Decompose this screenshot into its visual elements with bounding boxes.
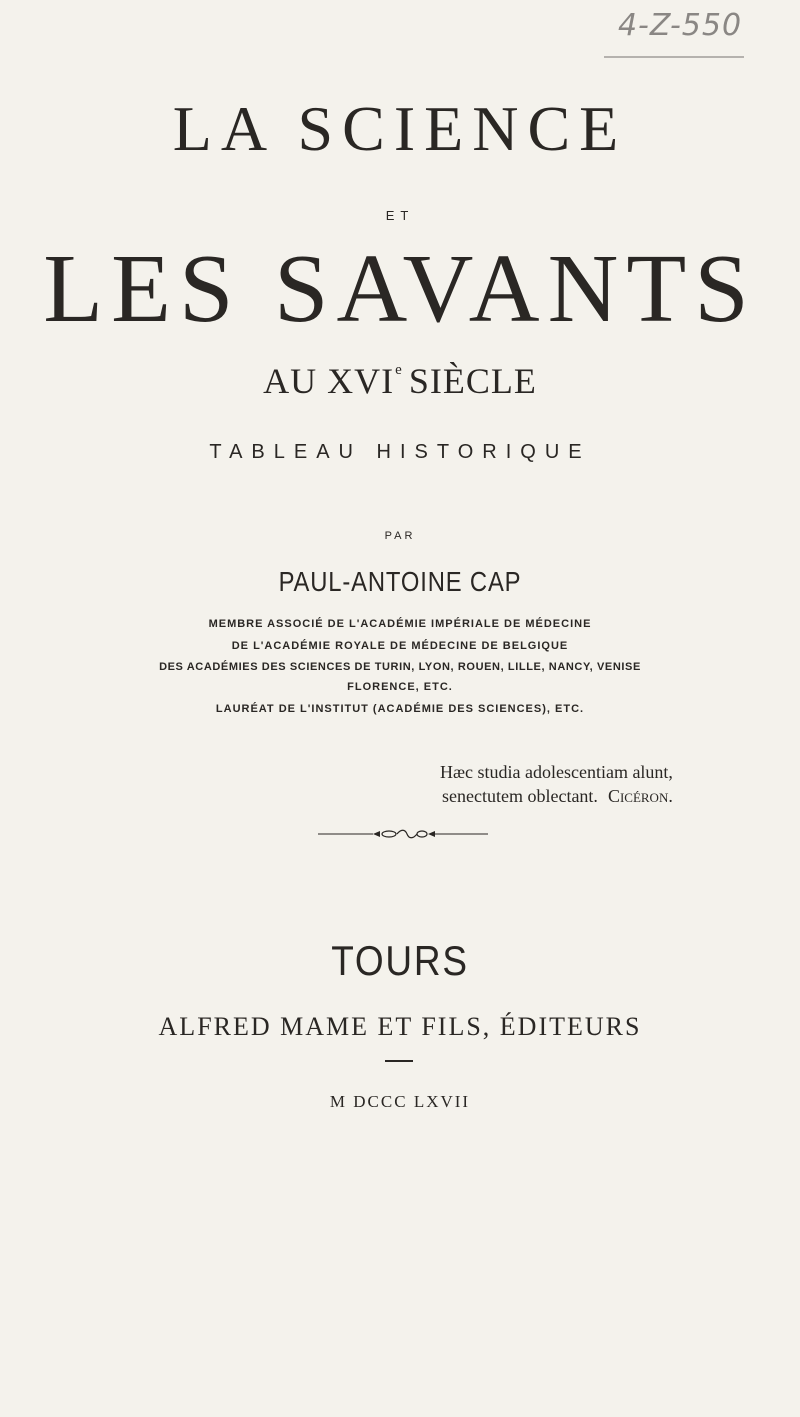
century-suffix: SIÈCLE	[408, 361, 537, 401]
shelfmark-underline	[604, 56, 744, 58]
by-line: PAR	[384, 530, 416, 542]
century-prefix: AU XVI	[263, 361, 395, 401]
credential-line: MEMBRE ASSOCIÉ DE L'ACADÉMIE IMPÉRIALE DE MÉDECINE	[208, 618, 592, 630]
imprint-publisher: ALFRED MAME ET FILS, ÉDITEURS	[158, 1012, 642, 1041]
epigraph	[440, 760, 720, 808]
title-main: LES SAVANTS	[43, 235, 757, 343]
epigraph-line-1: Hæc studia adolescentiam alunt,	[440, 762, 673, 782]
imprint-city: TOURS	[331, 937, 469, 984]
century-line	[0, 360, 800, 402]
title-conjunction: ET	[385, 208, 415, 223]
epigraph-line-2	[440, 784, 720, 808]
credential-line: DE L'ACADÉMIE ROYALE DE MÉDECINE DE BELGIQUE	[231, 640, 569, 652]
century-superscript: e	[395, 362, 403, 378]
separator-dash	[385, 1060, 413, 1062]
credential-line: DES ACADÉMIES DES SCIENCES DE TURIN, LYON, ROUEN, LILLE, NANCY, VENISE	[159, 661, 641, 673]
author-name: PAUL-ANTOINE CAP	[278, 566, 522, 597]
title-top: LA SCIENCE	[172, 93, 628, 164]
epigraph-text: senectutem oblectant.	[442, 786, 598, 806]
ornament-divider-icon	[318, 828, 488, 840]
subtitle: TABLEAU HISTORIQUE	[209, 441, 591, 463]
credential-line: FLORENCE, ETC.	[347, 681, 453, 693]
credential-line: LAURÉAT DE L'INSTITUT (ACADÉMIE DES SCIENCES), ETC.	[215, 703, 585, 715]
shelfmark: 4-Z-550	[617, 8, 743, 43]
epigraph-attribution: Cicéron.	[607, 786, 673, 806]
imprint-date: M DCCC LXVII	[329, 1092, 471, 1111]
